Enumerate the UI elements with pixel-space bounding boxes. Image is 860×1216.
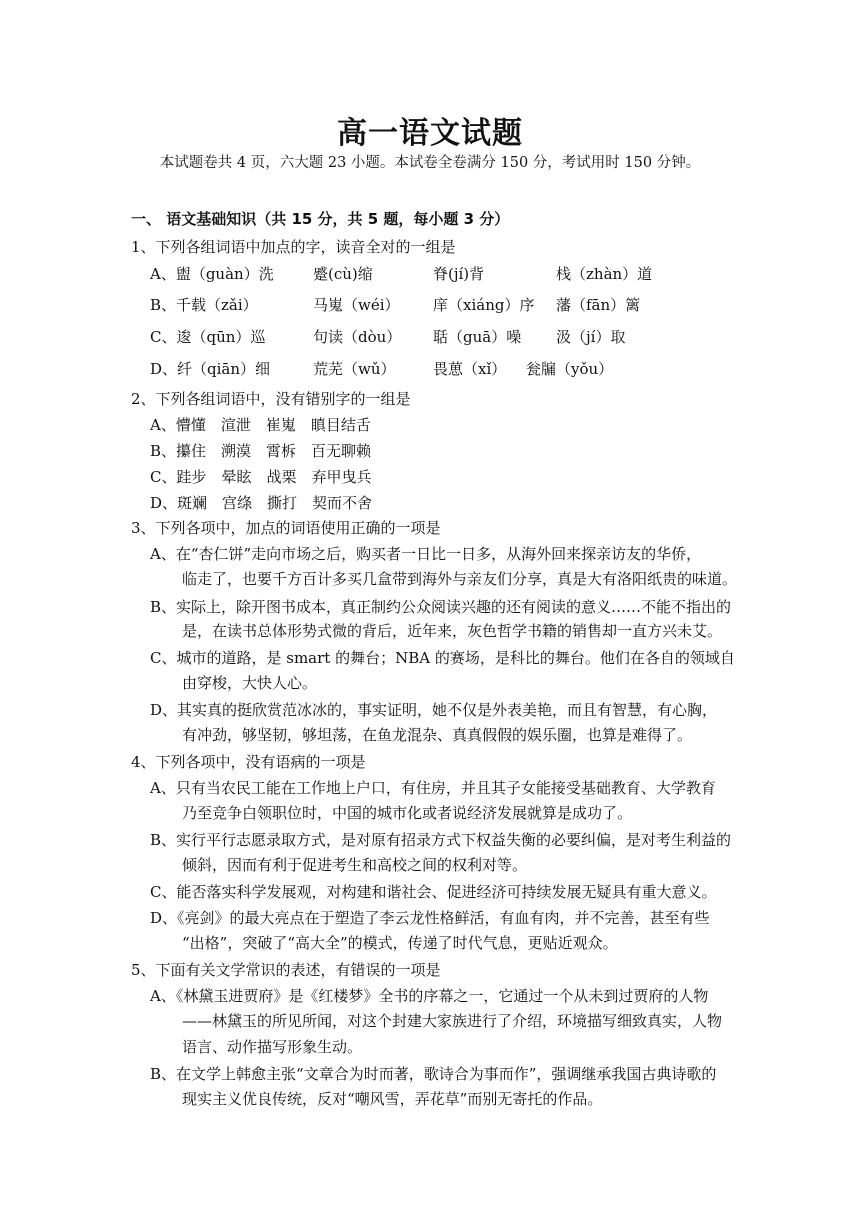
q5-option-a-line2: ——林黛玉的所见所闻，对这个封建大家族进行了介绍，环境描写细致真实，人物 (182, 1012, 723, 1030)
q1-option-a-2: 蹙(cù)缩 (313, 265, 373, 283)
q4-option-a-line1: A、只有当农民工能在工作地上户口，有住房，并且其子女能接受基础教育、大学教育 (150, 779, 716, 797)
q1-option-d-1: D、纤（qiān）细 (150, 360, 271, 378)
q4-option-a-line2: 乃至竞争白领职位时，中国的城市化或者说经济发展就算是成功了。 (182, 804, 633, 822)
q1-option-d-2: 荒芜（wǔ） (313, 360, 396, 378)
q1-option-b-3: 庠（xiáng）序 (433, 296, 535, 314)
q3-option-a-line1: A、在“杏仁饼”走向市场之后，购买者一日比一日多，从海外回来探亲访友的华侨， (150, 545, 702, 563)
q2-option-d: D、斑斓 宫绦 撕打 契而不舍 (150, 494, 373, 512)
q1-option-c-4: 汲（jí）取 (556, 328, 626, 346)
q1-option-a-1: A、盥（guàn）洗 (150, 265, 274, 283)
q1-option-d-3: 畏葸（xǐ） (433, 360, 507, 378)
q1-option-b-4: 藩（fān）篱 (556, 296, 641, 314)
q3-option-c-line2: 由穿梭，大快人心。 (182, 674, 318, 692)
q3-option-b-line2: 是，在读书总体形势式微的背后，近年来，灰色哲学书籍的销售却一直方兴未艾。 (182, 622, 723, 640)
q4-option-c-line1: C、能否落实科学发展观，对构建和谐社会、促进经济可持续发展无疑具有重大意义。 (150, 883, 717, 901)
question-3-stem: 3、下列各项中，加点的词语使用正确的一项是 (131, 519, 441, 537)
q1-option-c-3: 聒（guā）噪 (433, 328, 522, 346)
q2-option-a: A、懵懂 渲泄 崔嵬 瞋目结舌 (150, 416, 371, 434)
q3-option-c-line1: C、城市的道路，是 smart 的舞台；NBA 的赛场，是科比的舞台。他们在各自的领域自 (150, 649, 735, 667)
q4-option-b-line2: 倾斜，因而有利于促进考生和高校之间的权利对等。 (182, 856, 528, 874)
q1-option-d-4: 瓮牖（yǒu） (526, 360, 614, 378)
q5-option-a-line3: 语言、动作描写形象生动。 (182, 1038, 363, 1056)
q3-option-a-line2: 临走了，也要千方百计多买几盒带到海外与亲友们分享，真是大有洛阳纸贵的味道。 (182, 570, 738, 588)
q4-option-b-line1: B、实行平行志愿录取方式，是对原有招录方式下权益失衡的必要纠偏，是对考生利益的 (150, 831, 732, 849)
q2-option-c: C、跬步 晕眩 战栗 弃甲曳兵 (150, 468, 372, 486)
q4-option-d-line1: D、《亮剑》的最大亮点在于塑造了李云龙性格鲜活，有血有肉，并不完善，甚至有些 (150, 909, 710, 927)
question-5-stem: 5、下面有关文学常识的表述，有错误的一项是 (131, 961, 441, 979)
q2-option-b: B、攥住 溯漠 霄柝 百无聊赖 (150, 442, 372, 460)
q3-option-d-line2: 有冲劲，够坚韧，够坦荡，在鱼龙混杂、真真假假的娱乐圈，也算是难得了。 (182, 726, 693, 744)
question-2-stem: 2、下列各组词语中，没有错别字的一组是 (131, 390, 411, 408)
question-4-stem: 4、下列各项中，没有语病的一项是 (131, 753, 366, 771)
q3-option-b-line1: B、实际上，除开图书成本，真正制约公众阅读兴趣的还有阅读的意义……不能不指出的 (150, 598, 732, 616)
q1-option-b-2: 马嵬（wéi） (313, 296, 400, 314)
q5-option-b-line1: B、在文学上韩愈主张“文章合为时而著，歌诗合为事而作”，强调继承我国古典诗歌的 (150, 1065, 717, 1083)
q4-option-d-line2: “出格”，突破了“高大全”的模式，传递了时代气息，更贴近观众。 (182, 934, 618, 952)
q1-option-c-2: 句读（dòu） (313, 328, 402, 346)
q1-option-a-4: 栈（zhàn）道 (556, 265, 653, 283)
q5-option-a-line1: A、《林黛玉进贾府》是《红楼梦》全书的序幕之一，它通过一个从未到过贾府的人物 (150, 987, 709, 1005)
section-heading: 一、 语文基础知识（共 15 分，共 5 题，每小题 3 分） (131, 210, 510, 228)
q1-option-b-1: B、千载（zǎi） (150, 296, 258, 314)
q3-option-d-line1: D、其实真的挺欣赏范冰冰的，事实证明，她不仅是外表美艳，而且有智慧，有心胸， (150, 701, 718, 719)
q1-option-c-1: C、逡（qūn）巡 (150, 328, 266, 346)
page-title: 高一语文试题 (337, 116, 523, 151)
q5-option-b-line2: 现实主义优良传统，反对“嘲风雪，弄花草”而别无寄托的作品。 (182, 1090, 603, 1108)
question-1-stem: 1、下列各组词语中加点的字，读音全对的一组是 (131, 238, 456, 256)
exam-instructions: 本试题卷共 4 页，六大题 23 小题。本试卷全卷满分 150 分，考试用时 150 分钟。 (159, 155, 701, 171)
q1-option-a-3: 脊(jí)背 (433, 265, 485, 283)
